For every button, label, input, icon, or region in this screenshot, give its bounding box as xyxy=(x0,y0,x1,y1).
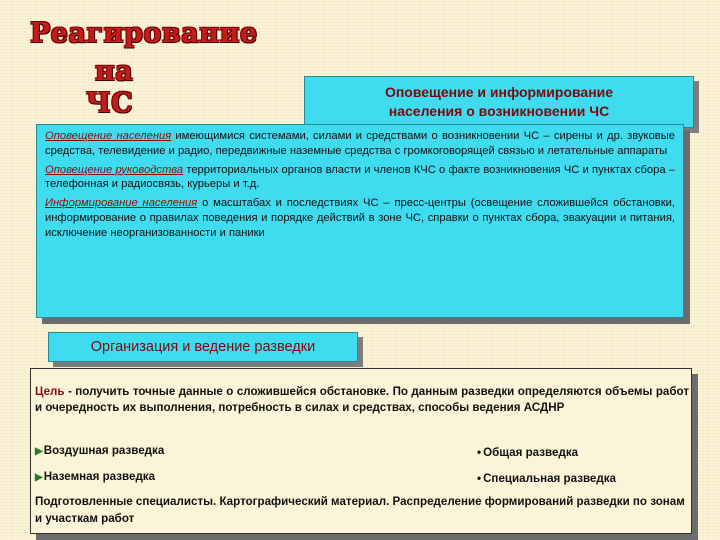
recon-type-ground xyxy=(35,470,155,483)
alert-lead-management: Оповещение руководства xyxy=(45,163,184,176)
title-line-2: на xyxy=(95,56,134,87)
alert-text-management: территориальных органов власти и членов КЧС о факте возникновения ЧС и пунктах сбора – телефонная и радиосвязь, курьеры и т.д. xyxy=(45,163,675,191)
alert-panel xyxy=(36,124,684,318)
alert-header-line-1: Оповещение и информирование xyxy=(384,84,614,101)
bullet-icon: • xyxy=(477,472,482,485)
alert-paragraph-information xyxy=(45,196,675,240)
recon-type-special-label: Специальная разведка xyxy=(483,472,616,485)
alert-text-information: о масштабах и последствиях ЧС – пресс-центры (освещение сложившейся обстановки, информирование о правилах поведения и порядке действий в зоне ЧС, справки о пунктах сбора, эвакуации и питания, исключение неорганизованности и паники xyxy=(45,197,675,239)
arrow-icon: ▶ xyxy=(35,472,43,483)
title-line-3: ЧС xyxy=(86,88,134,119)
alert-paragraph-population xyxy=(45,129,675,159)
recon-type-air-label: Воздушная разведка xyxy=(43,444,165,457)
alert-header-line-2: населения о возникновении ЧС xyxy=(388,103,610,119)
alert-header-box xyxy=(304,76,694,128)
recon-type-general xyxy=(477,446,578,459)
recon-goal xyxy=(35,384,689,416)
alert-lead-information: Информирование населения xyxy=(45,197,198,210)
recon-goal-text: - получить точные данные о сложившейся обстановке. По данным разведки определяются объемы работ и очередность их выполнения, потребность в силах и средствах, способы ведения АСДНР xyxy=(35,385,689,414)
recon-section-title: Организация и ведение разведки xyxy=(48,332,358,362)
recon-goal-label: Цель xyxy=(35,385,65,398)
recon-type-general-label: Общая разведка xyxy=(483,446,579,459)
alert-text-population: имеющимися системами, силами и средствами о возникновении ЧС – сирены и др. звуковые средства, телевидение и радио, передвижные наземные средства с громкоговорящей связью и летательные аппараты xyxy=(45,130,675,157)
recon-panel xyxy=(30,368,692,534)
arrow-icon: ▶ xyxy=(35,446,43,457)
recon-type-ground-label: Наземная разведка xyxy=(43,470,156,483)
recon-footer-text: Подготовленные специалисты. Картографический материал. Распределение формирований разведки по зонам и участкам работ xyxy=(35,495,685,525)
title-line-1: Реагирование xyxy=(30,18,258,49)
alert-paragraph-management xyxy=(45,163,675,193)
bullet-icon: • xyxy=(477,446,482,459)
recon-type-special xyxy=(477,472,616,485)
alert-lead-population: Оповещение населения xyxy=(45,130,172,142)
recon-type-air xyxy=(35,444,164,457)
